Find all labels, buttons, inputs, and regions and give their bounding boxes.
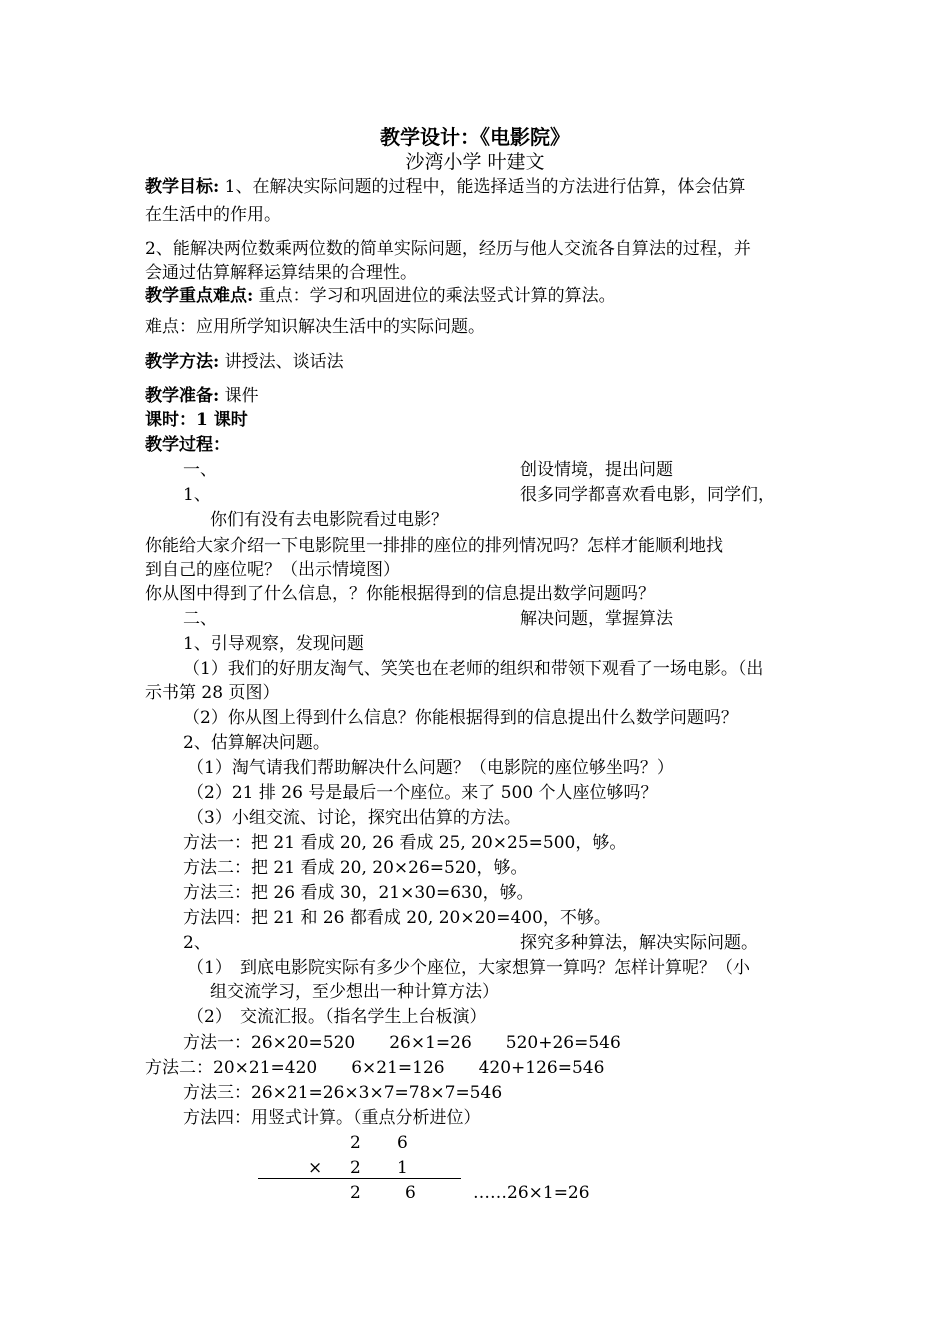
process-label: 教学过程： — [145, 435, 230, 455]
goal-line-2: 在生活中的作用。 — [145, 205, 281, 225]
section2-item1-sub1-line2: 示书第 28 页图） — [145, 683, 280, 703]
doc-subtitle: 沙湾小学 叶建文 — [405, 151, 545, 173]
goal2-line-2: 会通过估算解释运算结果的合理性。 — [145, 263, 417, 283]
calc-method-1: 方法一：26×20=520 26×1=26 520+26=546 — [183, 1033, 621, 1053]
vertical-row1-digit2: 6 — [397, 1133, 408, 1153]
section2-item3-sub1-line1: 到底电影院实际有多少个座位，大家想算一算吗？怎样计算呢？（小 — [240, 958, 750, 978]
section2-title: 解决问题，掌握算法 — [520, 609, 673, 629]
vertical-times-sign: × — [308, 1158, 323, 1178]
section2-item3-sub1-line2: 组交流学习，至少想出一种计算方法） — [210, 982, 499, 1002]
section1-item1-number: 1、 — [183, 485, 211, 505]
section1-item1-text: 很多同学都喜欢看电影，同学们， — [520, 485, 775, 505]
section1-item1-cont: 你们有没有去电影院看过电影？ — [210, 510, 448, 530]
goal-label: 教学目标: — [145, 177, 220, 197]
calc-method-2: 方法二：20×21=420 6×21=126 420+126=546 — [145, 1058, 605, 1078]
hours-line: 课时：1 课时 — [145, 410, 248, 430]
section2-item3-number: 2、 — [183, 933, 211, 953]
key-points-line — [145, 285, 616, 307]
key-text: 重点：学习和巩固进位的乘法竖式计算的算法。 — [253, 286, 616, 306]
prep-label: 教学准备: — [145, 386, 220, 406]
method-line — [145, 351, 344, 373]
method-text: 讲授法、谈话法 — [219, 352, 344, 372]
section2-item3-sub1-number: （1） — [187, 958, 232, 978]
estimate-method-1: 方法一：把 21 看成 20, 26 看成 25, 20×25=500，够。 — [183, 833, 627, 853]
section2-item1-sub2: （2）你从图上得到什么信息？你能根据得到的信息提出什么数学问题吗？ — [183, 708, 738, 728]
calc-method-4: 方法四：用竖式计算。（重点分析进位） — [183, 1108, 481, 1128]
vertical-row2-digit1: 2 — [350, 1158, 361, 1178]
goal-text-1: 1、在解决实际问题的过程中，能选择适当的方法进行估算，体会估算 — [219, 177, 746, 197]
calc-method-3: 方法三：26×21=26×3×7=78×7=546 — [183, 1083, 503, 1103]
section2-number: 二、 — [183, 609, 217, 629]
section1-title: 创设情境，提出问题 — [520, 460, 673, 480]
section2-item2-sub1: （1）淘气请我们帮助解决什么问题？（电影院的座位够坐吗？） — [187, 758, 674, 778]
prep-text: 课件 — [219, 386, 259, 406]
section2-item3-sub2-text: 交流汇报。（指名学生上台板演） — [240, 1007, 487, 1027]
section2-item2-sub2: （2）21 排 26 号是最后一个座位。来了 500 个人座位够吗？ — [187, 783, 658, 803]
goal-line-1 — [145, 176, 746, 198]
goal2-line-1: 2、能解决两位数乘两位数的简单实际问题，经历与他人交流各自算法的过程，并 — [145, 239, 751, 259]
section2-item1-sub1-line1: （1）我们的好朋友淘气、笑笑也在老师的组织和带领下观看了一场电影。（出 — [183, 659, 764, 679]
estimate-method-3: 方法三：把 26 看成 30，21×30=630，够。 — [183, 883, 534, 903]
key-label: 教学重点难点: — [145, 286, 254, 306]
vertical-note: ……26×1=26 — [473, 1183, 590, 1203]
section2-item1: 1、引导观察，发现问题 — [183, 634, 364, 654]
para2: 你从图中得到了什么信息，？你能根据得到的信息提出数学问题吗？ — [145, 584, 655, 604]
section2-item2-sub3: （3）小组交流、讨论，探究出估算的方法。 — [187, 808, 521, 828]
vertical-row2-digit2: 1 — [397, 1158, 408, 1178]
vertical-row3-digit1: 2 — [350, 1183, 361, 1203]
difficulty-line: 难点：应用所学知识解决生活中的实际问题。 — [145, 317, 485, 337]
section1-number: 一、 — [183, 460, 217, 480]
vertical-row3-digit2: 6 — [405, 1183, 416, 1203]
estimate-method-4: 方法四：把 21 和 26 都看成 20, 20×20=400，不够。 — [183, 908, 611, 928]
vertical-row1-digit1: 2 — [350, 1133, 361, 1153]
section2-item3-sub2-number: （2） — [187, 1007, 232, 1027]
section2-item2: 2、估算解决问题。 — [183, 733, 330, 753]
para1-line-2: 到自己的座位呢？（出示情境图） — [145, 560, 400, 580]
doc-title: 教学设计：《电影院》 — [380, 125, 570, 149]
estimate-method-2: 方法二：把 21 看成 20, 20×26=520，够。 — [183, 858, 528, 878]
para1-line-1: 你能给大家介绍一下电影院里一排排的座位的排列情况吗？怎样才能顺利地找 — [145, 536, 723, 556]
section2-item3-title: 探究多种算法，解决实际问题。 — [520, 933, 758, 953]
vertical-calc-rule — [258, 1178, 461, 1179]
prep-line — [145, 385, 259, 407]
method-label: 教学方法: — [145, 352, 220, 372]
